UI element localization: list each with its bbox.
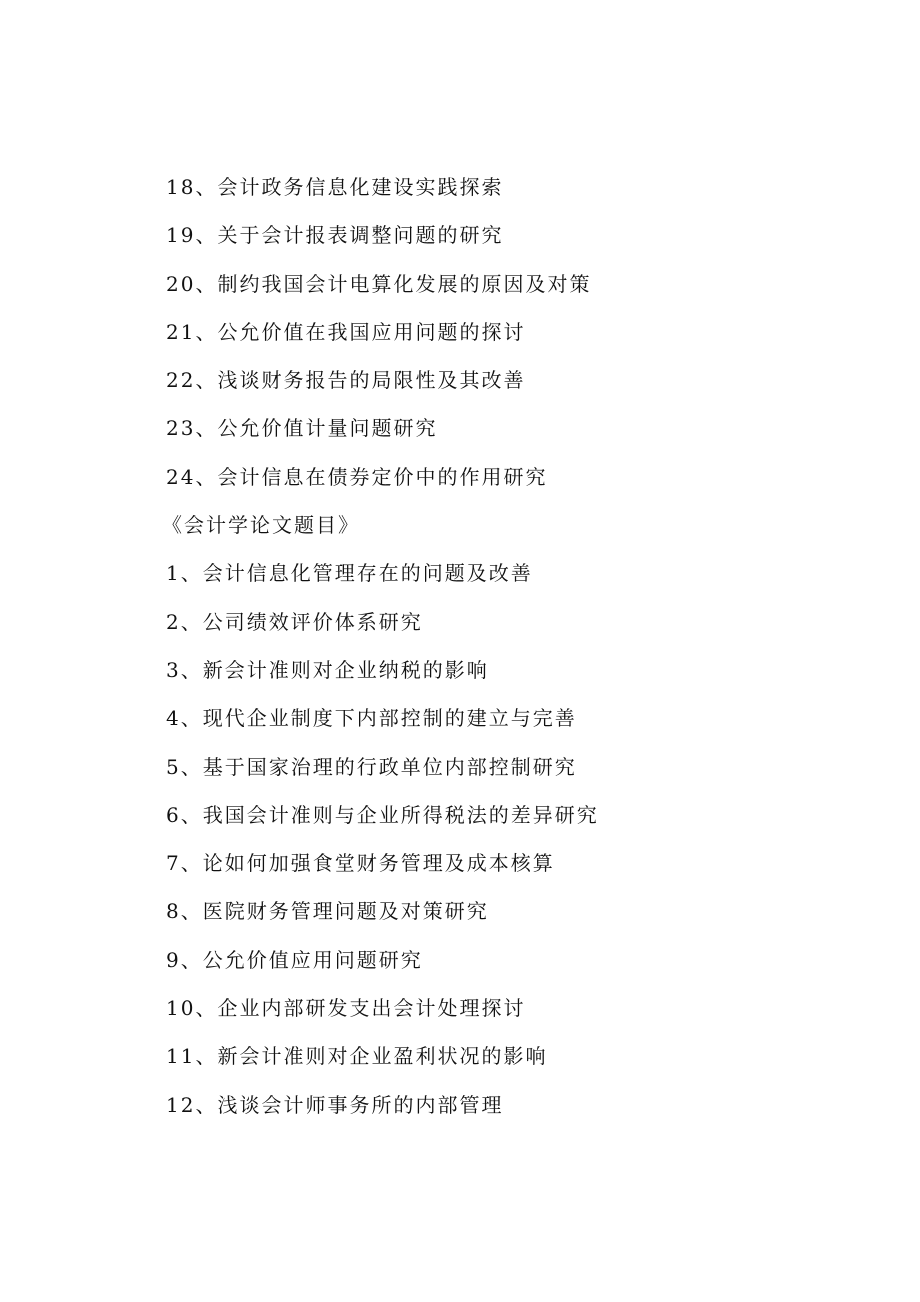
list-item: 8、医院财务管理问题及对策研究: [166, 899, 489, 924]
section-heading: 《会计学论文题目》: [162, 513, 360, 538]
list-item: 24、会计信息在债券定价中的作用研究: [166, 464, 548, 489]
list-item: 1、会计信息化管理存在的问题及改善: [166, 561, 533, 586]
list-item: 5、基于国家治理的行政单位内部控制研究: [166, 754, 577, 779]
list-item: 11、新会计准则对企业盈利状况的影响: [166, 1044, 548, 1069]
list-item: 20、制约我国会计电算化发展的原因及对策: [166, 271, 592, 296]
list-item: 18、会计政务信息化建设实践探索: [166, 175, 504, 199]
list-item: 10、企业内部研发支出会计处理探讨: [166, 996, 526, 1021]
list-item: 23、公允价值计量问题研究: [166, 416, 438, 441]
list-item: 6、我国会计准则与企业所得税法的差异研究: [166, 802, 599, 827]
list-item: 4、现代企业制度下内部控制的建立与完善: [166, 706, 577, 731]
list-item: 9、公允价值应用问题研究: [166, 947, 423, 972]
list-item: 2、公司绩效评价体系研究: [166, 609, 423, 634]
list-item: 7、论如何加强食堂财务管理及成本核算: [166, 851, 555, 876]
list-item: 3、新会计准则对企业纳税的影响: [166, 657, 489, 682]
topic-list: [162, 170, 866, 1136]
list-item: 19、关于会计报表调整问题的研究: [166, 223, 504, 248]
list-item: 21、公允价值在我国应用问题的探讨: [166, 319, 526, 344]
list-item: 22、浅谈财务报告的局限性及其改善: [166, 368, 526, 393]
list-item: 12、浅谈会计师事务所的内部管理: [166, 1092, 504, 1117]
